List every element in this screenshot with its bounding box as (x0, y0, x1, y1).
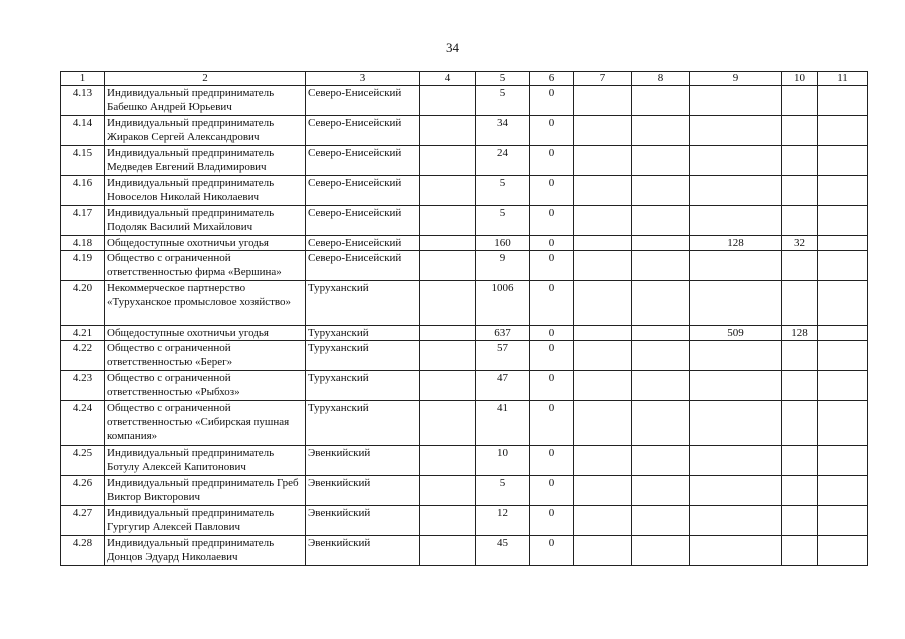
cell-col7 (574, 116, 632, 146)
cell-col9 (690, 476, 782, 506)
cell-col9 (690, 401, 782, 446)
district-name: Северо-Енисейский (306, 236, 420, 251)
cell-col11 (818, 86, 868, 116)
cell-col10 (782, 341, 818, 371)
cell-col7 (574, 341, 632, 371)
cell-col5: 9 (476, 251, 530, 281)
cell-col11 (818, 236, 868, 251)
cell-col11 (818, 326, 868, 341)
district-name: Туруханский (306, 281, 420, 326)
row-number: 4.27 (61, 506, 105, 536)
cell-col10: 32 (782, 236, 818, 251)
cell-col5: 5 (476, 86, 530, 116)
cell-col4 (420, 206, 476, 236)
column-header: 1 (61, 72, 105, 86)
row-number: 4.16 (61, 176, 105, 206)
district-name: Туруханский (306, 371, 420, 401)
organization-name: Индивидуальный предприниматель Подоляк Василий Михайлович (105, 206, 306, 236)
cell-col8 (632, 536, 690, 566)
cell-col10 (782, 446, 818, 476)
cell-col11 (818, 146, 868, 176)
district-name: Туруханский (306, 341, 420, 371)
row-number: 4.17 (61, 206, 105, 236)
table-row (61, 371, 868, 401)
row-number: 4.15 (61, 146, 105, 176)
district-name: Эвенкийский (306, 536, 420, 566)
cell-col6: 0 (530, 536, 574, 566)
row-number: 4.24 (61, 401, 105, 446)
cell-col7 (574, 371, 632, 401)
table-row (61, 206, 868, 236)
organization-name: Общество с ограниченной ответственностью «Сибирская пушная компания» (105, 401, 306, 446)
cell-col10: 128 (782, 326, 818, 341)
row-number: 4.21 (61, 326, 105, 341)
cell-col7 (574, 506, 632, 536)
district-name: Северо-Енисейский (306, 146, 420, 176)
organization-name: Общество с ограниченной ответственностью фирма «Вершина» (105, 251, 306, 281)
column-header: 2 (105, 72, 306, 86)
cell-col4 (420, 236, 476, 251)
column-header: 9 (690, 72, 782, 86)
cell-col8 (632, 251, 690, 281)
cell-col5: 34 (476, 116, 530, 146)
cell-col6: 0 (530, 236, 574, 251)
cell-col6: 0 (530, 251, 574, 281)
cell-col8 (632, 446, 690, 476)
cell-col10 (782, 206, 818, 236)
cell-col8 (632, 476, 690, 506)
cell-col4 (420, 506, 476, 536)
cell-col9: 509 (690, 326, 782, 341)
table-row (61, 146, 868, 176)
organization-name: Индивидуальный предприниматель Ботулу Алексей Капитонович (105, 446, 306, 476)
cell-col9 (690, 536, 782, 566)
district-name: Эвенкийский (306, 446, 420, 476)
cell-col4 (420, 326, 476, 341)
cell-col5: 1006 (476, 281, 530, 326)
organization-name: Общество с ограниченной ответственностью «Берег» (105, 341, 306, 371)
cell-col10 (782, 251, 818, 281)
cell-col8 (632, 206, 690, 236)
cell-col9 (690, 86, 782, 116)
cell-col9 (690, 116, 782, 146)
row-number: 4.28 (61, 536, 105, 566)
cell-col11 (818, 536, 868, 566)
cell-col6: 0 (530, 206, 574, 236)
table-row (61, 536, 868, 566)
cell-col8 (632, 371, 690, 401)
cell-col6: 0 (530, 506, 574, 536)
cell-col6: 0 (530, 371, 574, 401)
cell-col10 (782, 86, 818, 116)
cell-col5: 57 (476, 341, 530, 371)
cell-col7 (574, 146, 632, 176)
table-row (61, 476, 868, 506)
district-name: Северо-Енисейский (306, 116, 420, 146)
cell-col6: 0 (530, 476, 574, 506)
cell-col9 (690, 176, 782, 206)
district-name: Эвенкийский (306, 506, 420, 536)
organization-name: Индивидуальный предприниматель Новоселов Николай Николаевич (105, 176, 306, 206)
cell-col10 (782, 536, 818, 566)
table-row (61, 446, 868, 476)
cell-col5: 10 (476, 446, 530, 476)
cell-col4 (420, 176, 476, 206)
cell-col6: 0 (530, 281, 574, 326)
row-number: 4.25 (61, 446, 105, 476)
organization-name: Индивидуальный предприниматель Медведев Евгений Владимирович (105, 146, 306, 176)
column-header: 11 (818, 72, 868, 86)
cell-col11 (818, 371, 868, 401)
row-number: 4.18 (61, 236, 105, 251)
cell-col8 (632, 146, 690, 176)
cell-col4 (420, 341, 476, 371)
organization-name: Индивидуальный предприниматель Бабешко Андрей Юрьевич (105, 86, 306, 116)
cell-col11 (818, 281, 868, 326)
table-row (61, 116, 868, 146)
cell-col7 (574, 176, 632, 206)
cell-col11 (818, 446, 868, 476)
cell-col11 (818, 251, 868, 281)
column-header-row (61, 72, 868, 86)
cell-col11 (818, 506, 868, 536)
cell-col7 (574, 326, 632, 341)
cell-col5: 41 (476, 401, 530, 446)
cell-col8 (632, 116, 690, 146)
cell-col9 (690, 251, 782, 281)
district-name: Туруханский (306, 326, 420, 341)
cell-col8 (632, 506, 690, 536)
cell-col7 (574, 206, 632, 236)
cell-col4 (420, 401, 476, 446)
cell-col9 (690, 206, 782, 236)
cell-col11 (818, 401, 868, 446)
table-row (61, 401, 868, 446)
column-header: 6 (530, 72, 574, 86)
row-number: 4.26 (61, 476, 105, 506)
cell-col6: 0 (530, 86, 574, 116)
cell-col7 (574, 236, 632, 251)
table-body (61, 72, 868, 566)
cell-col11 (818, 341, 868, 371)
cell-col5: 5 (476, 176, 530, 206)
data-table (60, 71, 868, 566)
cell-col4 (420, 86, 476, 116)
cell-col10 (782, 116, 818, 146)
organization-name: Некоммерческое партнерство «Туруханское промысловое хозяйство» (105, 281, 306, 326)
cell-col7 (574, 401, 632, 446)
column-header: 7 (574, 72, 632, 86)
cell-col8 (632, 401, 690, 446)
cell-col8 (632, 341, 690, 371)
row-number: 4.20 (61, 281, 105, 326)
row-number: 4.23 (61, 371, 105, 401)
cell-col7 (574, 86, 632, 116)
cell-col6: 0 (530, 176, 574, 206)
table-row (61, 506, 868, 536)
cell-col9 (690, 371, 782, 401)
page-number: 34 (446, 40, 459, 55)
table-row (61, 326, 868, 341)
column-header: 4 (420, 72, 476, 86)
row-number: 4.22 (61, 341, 105, 371)
row-number: 4.14 (61, 116, 105, 146)
cell-col5: 637 (476, 326, 530, 341)
cell-col4 (420, 146, 476, 176)
cell-col4 (420, 281, 476, 326)
table-row (61, 86, 868, 116)
organization-name: Индивидуальный предприниматель Гургугир Алексей Павлович (105, 506, 306, 536)
district-name: Северо-Енисейский (306, 86, 420, 116)
cell-col9 (690, 281, 782, 326)
row-number: 4.19 (61, 251, 105, 281)
cell-col5: 5 (476, 476, 530, 506)
district-name: Эвенкийский (306, 476, 420, 506)
column-header: 5 (476, 72, 530, 86)
cell-col10 (782, 176, 818, 206)
cell-col11 (818, 476, 868, 506)
column-header: 8 (632, 72, 690, 86)
cell-col7 (574, 251, 632, 281)
cell-col9 (690, 146, 782, 176)
cell-col10 (782, 506, 818, 536)
cell-col6: 0 (530, 146, 574, 176)
cell-col7 (574, 281, 632, 326)
table-row (61, 251, 868, 281)
district-name: Туруханский (306, 401, 420, 446)
cell-col10 (782, 146, 818, 176)
cell-col5: 24 (476, 146, 530, 176)
district-name: Северо-Енисейский (306, 251, 420, 281)
cell-col8 (632, 176, 690, 206)
cell-col5: 160 (476, 236, 530, 251)
cell-col4 (420, 251, 476, 281)
cell-col7 (574, 476, 632, 506)
district-name: Северо-Енисейский (306, 176, 420, 206)
cell-col10 (782, 281, 818, 326)
cell-col8 (632, 326, 690, 341)
cell-col7 (574, 446, 632, 476)
cell-col9 (690, 506, 782, 536)
organization-name: Общество с ограниченной ответственностью «Рыбхоз» (105, 371, 306, 401)
cell-col9 (690, 446, 782, 476)
cell-col11 (818, 116, 868, 146)
organization-name: Общедоступные охотничьи угодья (105, 236, 306, 251)
cell-col9 (690, 341, 782, 371)
table-row (61, 236, 868, 251)
cell-col9: 128 (690, 236, 782, 251)
cell-col6: 0 (530, 326, 574, 341)
table-row (61, 176, 868, 206)
organization-name: Индивидуальный предприниматель Жираков Сергей Александрович (105, 116, 306, 146)
cell-col7 (574, 536, 632, 566)
cell-col4 (420, 371, 476, 401)
cell-col5: 12 (476, 506, 530, 536)
cell-col5: 47 (476, 371, 530, 401)
table-row (61, 341, 868, 371)
cell-col10 (782, 476, 818, 506)
cell-col10 (782, 371, 818, 401)
cell-col11 (818, 206, 868, 236)
organization-name: Индивидуальный предприниматель Греб Виктор Викторович (105, 476, 306, 506)
cell-col4 (420, 116, 476, 146)
organization-name: Общедоступные охотничьи угодья (105, 326, 306, 341)
cell-col8 (632, 281, 690, 326)
cell-col5: 45 (476, 536, 530, 566)
cell-col8 (632, 236, 690, 251)
cell-col6: 0 (530, 401, 574, 446)
cell-col11 (818, 176, 868, 206)
cell-col4 (420, 536, 476, 566)
cell-col4 (420, 446, 476, 476)
cell-col4 (420, 476, 476, 506)
organization-name: Индивидуальный предприниматель Донцов Эдуард Николаевич (105, 536, 306, 566)
row-number: 4.13 (61, 86, 105, 116)
cell-col5: 5 (476, 206, 530, 236)
cell-col6: 0 (530, 446, 574, 476)
district-name: Северо-Енисейский (306, 206, 420, 236)
cell-col10 (782, 401, 818, 446)
column-header: 3 (306, 72, 420, 86)
cell-col8 (632, 86, 690, 116)
table-row (61, 281, 868, 326)
cell-col6: 0 (530, 341, 574, 371)
cell-col6: 0 (530, 116, 574, 146)
column-header: 10 (782, 72, 818, 86)
